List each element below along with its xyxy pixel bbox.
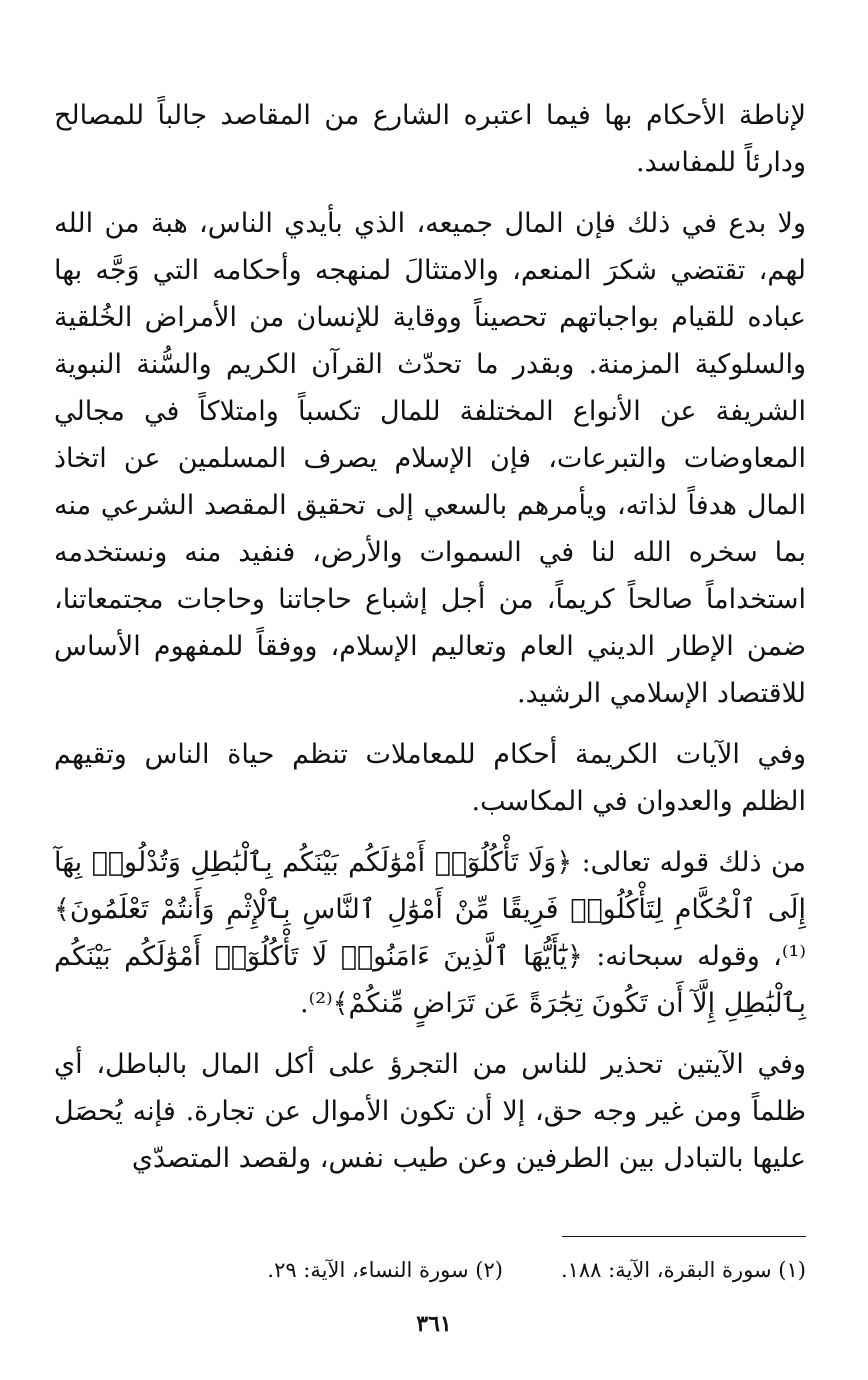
footnote-1: (١) سورة البقرة، الآية: ١٨٨. — [560, 1258, 806, 1282]
paragraph-3: وفي الآيات الكريمة أحكام للمعاملات تنظم حياة الناس وتقيهم الظلم والعدوان في المكاسب. — [54, 739, 806, 817]
footnote-2: (٢) سورة النساء، الآية: ٢٩. — [267, 1258, 503, 1282]
paragraph-1: لإناطة الأحكام بها فيما اعتبره الشارع من المقاصد جالباً للمصالح ودارئاً للمفاسد. — [54, 100, 806, 178]
paragraph-gap — [54, 1027, 806, 1041]
paragraph-gap — [54, 186, 806, 200]
paragraph-5: وفي الآيتين تحذير للناس من التجرؤ على أكل المال بالباطل، أي ظلماً ومن غير وجه حق، إلا أن تكون الأموال عن تجارة. فإنه يُحصَل عليها بالتبادل بين الطرفين وعن طيب نفس، ولقصد المتصدّي — [54, 1049, 806, 1174]
paragraph-gap — [54, 825, 806, 839]
page-number: ٣٦١ — [416, 1311, 452, 1337]
paragraph-4-quran-verses: من ذلك قوله تعالى: ﴿وَلَا تَأْكُلُوٓا۟ أَمْوَٰلَكُم بَيْنَكُم بِٱلْبَٰطِلِ وَتُدْلُوا۟ بِهَآ إِلَى ٱلْحُكَّامِ لِتَأْكُلُوا۟ فَرِيقًا مِّنْ أَمْوَٰلِ ٱلنَّاسِ بِٱلْإِثْمِ وَأَنتُمْ تَعْلَمُونَ﴾⁽¹⁾، وقوله سبحانه: ﴿يَٰٓأَيُّهَا ٱلَّذِينَ ءَامَنُوا۟ لَا تَأْكُلُوٓا۟ أَمْوَٰلَكُم بَيْنَكُم بِٱلْبَٰطِلِ إِلَّآ أَن تَكُونَ تِجَٰرَةً عَن تَرَاضٍ مِّنكُمْ﴾⁽²⁾. — [54, 847, 806, 1019]
paragraph-2: ولا بدع في ذلك فإن المال جميعه، الذي بأيدي الناس، هبة من الله لهم، تقتضي شكرَ المنعم، والامتثالَ لمنهجه وأحكامه التي وَجَّه بها عباده للقيام بواجباتهم تحصيناً ووقاية للإنسان من الأمراض الخُلقية والسلوكية المزمنة. وبقدر ما تحدّث القرآن الكريم والسُّنة النبوية الشريفة عن الأنواع المختلفة للمال تكسباً وامتلاكاً في مجالي المعاوضات والتبرعات، فإن الإسلام يصرف المسلمين عن اتخاذ المال هدفاً لذاته، ويأمرهم بالسعي إلى تحقيق المقصد الشرعي منه بما سخره الله لنا في السموات والأرض، فنفيد منه ونستخدمه استخداماً صالحاً كريماً، من أجل إشباع حاجاتنا وحاجات مجتمعاتنا، ضمن الإطار الديني العام وتعاليم الإسلام، ووفقاً للمفهوم الأساس للاقتصاد الإسلامي الرشيد. — [54, 208, 806, 709]
page-body — [54, 92, 806, 1182]
paragraph-gap — [54, 717, 806, 731]
footnote-separator — [562, 1236, 806, 1237]
footnotes — [106, 1255, 806, 1285]
